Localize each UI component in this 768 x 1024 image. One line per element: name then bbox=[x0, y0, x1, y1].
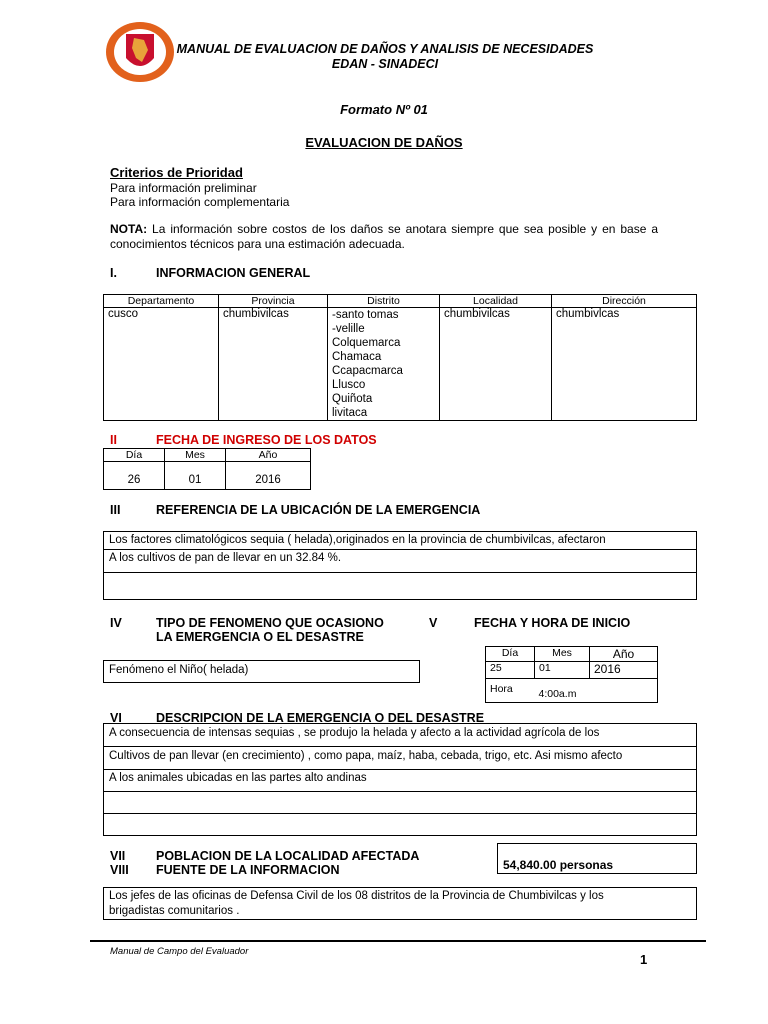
distrito-item: Colquemarca bbox=[332, 337, 401, 349]
hora-label: Hora bbox=[486, 679, 535, 703]
section2-number: II bbox=[110, 433, 117, 447]
header-title-line2: EDAN - SINADECI bbox=[331, 57, 439, 71]
distrito-item: Llusco bbox=[332, 379, 366, 391]
header-distrito: Distrito bbox=[328, 295, 440, 308]
document-title: EVALUACION DE DAÑOS bbox=[305, 135, 463, 150]
distrito-item: livitaca bbox=[332, 407, 368, 419]
section3-title: REFERENCIA DE LA UBICACIÓN DE LA EMERGENCIA bbox=[156, 503, 481, 517]
cell-direccion: chumbivlcas bbox=[552, 308, 697, 421]
header-dia: Día bbox=[104, 449, 165, 462]
fecha-ingreso-mes: 01 bbox=[165, 462, 226, 490]
section4-title-line2: LA EMERGENCIA O EL DESASTRE bbox=[156, 630, 364, 644]
fuente-line2: brigadistas comunitarios . bbox=[109, 905, 240, 917]
header-anio: Año bbox=[590, 647, 658, 662]
footer-divider bbox=[90, 940, 706, 942]
cell-distritos bbox=[328, 308, 440, 421]
distrito-item: -velille bbox=[332, 323, 365, 335]
section5-number: V bbox=[429, 616, 438, 630]
fecha-inicio-table bbox=[485, 646, 658, 703]
descripcion-box bbox=[103, 723, 697, 836]
fecha-ingreso-anio: 2016 bbox=[226, 462, 311, 490]
header-mes: Mes bbox=[535, 647, 590, 662]
descripcion-line2: Cultivos de pan llevar (en crecimiento) , como papa, maíz, haba, cebada, trigo, etc. Asi mismo afecto bbox=[109, 750, 623, 762]
fecha-inicio-dia: 25 bbox=[486, 662, 535, 679]
section8-number: VIII bbox=[110, 863, 129, 877]
header-mes: Mes bbox=[165, 449, 226, 462]
page-number: 1 bbox=[640, 952, 648, 967]
nota-text: La información sobre costos de los daños se anotara siempre que sea posible y en base a conocimientos técnicos para una estimación adecuada. bbox=[110, 222, 658, 251]
hora-value: 4:00a.m bbox=[535, 679, 658, 703]
tipo-fenomeno-value: Fenómeno el Niño( helada) bbox=[109, 664, 249, 676]
cell-provincia: chumbivilcas bbox=[219, 308, 328, 421]
section7-title: POBLACION DE LA LOCALIDAD AFECTADA bbox=[156, 849, 420, 863]
fuente-line1: Los jefes de las oficinas de Defensa Civil de los 08 distritos de la Provincia de Chumbivilcas y los bbox=[109, 890, 604, 902]
section6-number: VI bbox=[110, 711, 122, 725]
header-anio: Año bbox=[226, 449, 311, 462]
header-provincia: Provincia bbox=[219, 295, 328, 308]
fecha-inicio-anio: 2016 bbox=[590, 662, 658, 679]
section1-title: INFORMACION GENERAL bbox=[156, 266, 311, 280]
section8-title: FUENTE DE LA INFORMACION bbox=[156, 863, 340, 877]
section3-number: III bbox=[110, 503, 121, 517]
section5-title: FECHA Y HORA DE INICIO bbox=[474, 616, 631, 630]
poblacion-value: 54,840.00 personas bbox=[503, 858, 614, 872]
info-general-table bbox=[103, 294, 697, 421]
criterios-title: Criterios de Prioridad bbox=[110, 165, 243, 180]
section4-title-line1: TIPO DE FENOMENO QUE OCASIONO bbox=[156, 616, 384, 630]
tipo-fenomeno-box bbox=[103, 660, 420, 683]
distrito-item: Quiñota bbox=[332, 393, 373, 405]
footer-text: Manual de Campo del Evaluador bbox=[110, 946, 249, 957]
section2-title: FECHA DE INGRESO DE LOS DATOS bbox=[156, 433, 377, 447]
nota-label: NOTA: bbox=[110, 222, 148, 236]
criterios-line1: Para información preliminar bbox=[110, 181, 257, 195]
distrito-item: Chamaca bbox=[332, 351, 382, 363]
section7-number: VII bbox=[110, 849, 126, 863]
header-direccion: Dirección bbox=[552, 295, 697, 308]
fecha-ingreso-table bbox=[103, 448, 311, 490]
header-localidad: Localidad bbox=[440, 295, 552, 308]
descripcion-line3: A los animales ubicadas en las partes alto andinas bbox=[109, 772, 367, 784]
criterios-line2: Para información complementaria bbox=[110, 195, 290, 209]
distrito-item: -santo tomas bbox=[332, 309, 399, 321]
formato-number: Formato Nº 01 bbox=[340, 102, 428, 117]
fuente-box bbox=[103, 887, 697, 920]
ubicacion-box bbox=[103, 531, 697, 600]
distrito-item: Ccapacmarca bbox=[332, 365, 403, 377]
header-departamento: Departamento bbox=[104, 295, 219, 308]
section4-number: IV bbox=[110, 616, 122, 630]
descripcion-line1: A consecuencia de intensas sequias , se produjo la helada y afecto a la actividad agrícola de los bbox=[109, 727, 600, 739]
ubicacion-line2: A los cultivos de pan de llevar en un 32.84 %. bbox=[109, 552, 342, 564]
cell-departamento: cusco bbox=[104, 308, 219, 421]
fecha-ingreso-dia: 26 bbox=[104, 462, 165, 490]
ubicacion-line1: Los factores climatológicos sequia ( helada),originados en la provincia de chumbivilcas, afectaron bbox=[109, 534, 606, 546]
header-title-line1: MANUAL DE EVALUACION DE DAÑOS Y ANALISIS DE NECESIDADES bbox=[176, 42, 594, 56]
section6-title: DESCRIPCION DE LA EMERGENCIA O DEL DESASTRE bbox=[156, 711, 485, 725]
fecha-inicio-mes: 01 bbox=[535, 662, 590, 679]
nota-paragraph bbox=[110, 222, 658, 252]
section1-number: I. bbox=[110, 266, 117, 280]
cell-localidad: chumbivilcas bbox=[440, 308, 552, 421]
header-dia: Día bbox=[486, 647, 535, 662]
poblacion-box bbox=[497, 843, 697, 874]
